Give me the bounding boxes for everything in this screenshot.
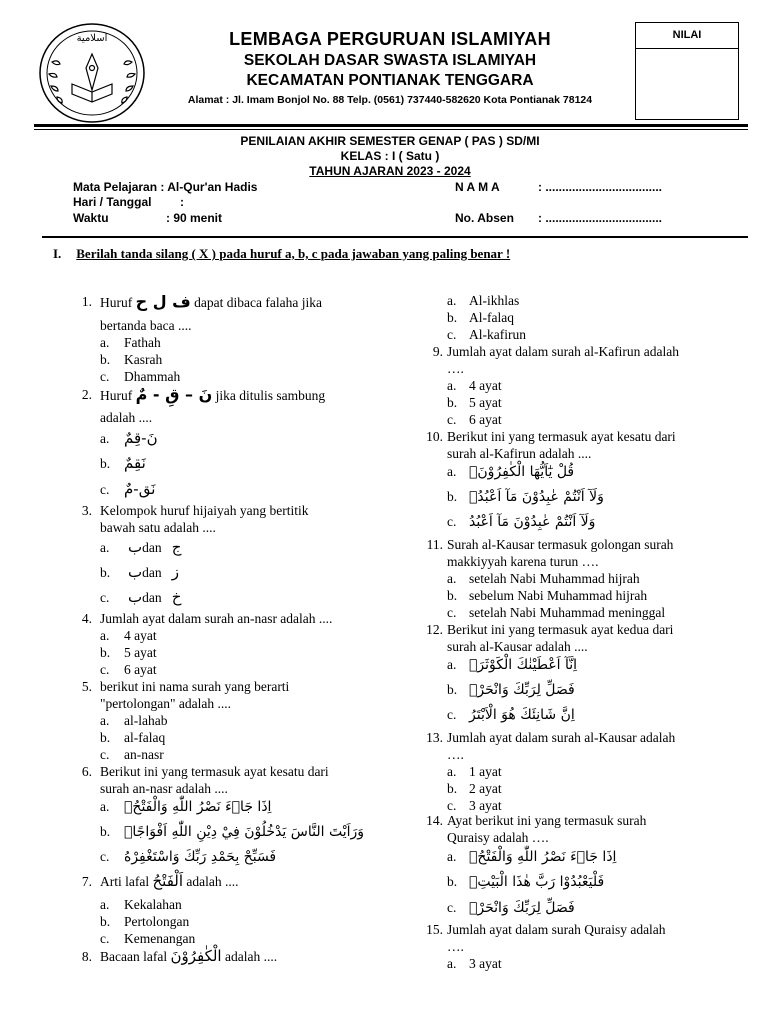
question-number: 7. <box>81 874 92 889</box>
question-13-text-line2: …. <box>447 747 464 762</box>
exam-title: PENILAIAN AKHIR SEMESTER GENAP ( PAS ) SD/MI <box>240 134 540 148</box>
instruction-text: Berilah tanda silang ( X ) pada huruf a, b, c pada jawaban yang paling benar ! <box>76 246 511 261</box>
date-label: Hari / Tanggal <box>73 195 152 209</box>
question-9-text-line2: …. <box>447 361 464 376</box>
option-2c[interactable]: c. نَق-مٌ <box>100 480 156 498</box>
question-number: 10. <box>426 429 443 444</box>
time-label: Waktu <box>73 211 109 225</box>
option-13b[interactable]: b. 2 ayat <box>447 781 502 796</box>
option-10a[interactable]: a. قُلْ يٰٓاَيُّهَا الْكٰفِرُوْنَۙ <box>447 464 575 480</box>
question-11-text-line2: makkiyyah karena turun …. <box>447 554 599 569</box>
option-13a[interactable]: a. 1 ayat <box>447 764 502 779</box>
district-name: KECAMATAN PONTIANAK TENGGARA <box>246 72 534 89</box>
option-3b[interactable]: b. بdan ز <box>100 563 179 581</box>
question-2-text: Huruf نَ – قِ - مٌ jika ditulis sambung <box>100 385 326 404</box>
question-number: 5. <box>81 679 92 694</box>
option-10c[interactable]: c. وَلَآ اَنْتُمْ عٰبِدُوْنَ مَآ اَعْبُدُ <box>447 514 596 530</box>
option-1b[interactable]: b. Kasrah <box>100 352 163 367</box>
option-11b[interactable]: b. sebelum Nabi Muhammad hijrah <box>447 588 648 603</box>
option-7b[interactable]: b. Pertolongan <box>100 914 190 929</box>
name-field[interactable]: : ................................... <box>538 180 663 194</box>
option-7a[interactable]: a. Kekalahan <box>100 897 182 912</box>
question-number: 4. <box>81 611 92 626</box>
option-9a[interactable]: a. 4 ayat <box>447 378 502 393</box>
question-11-text: Surah al-Kausar termasuk golongan surah <box>447 537 674 552</box>
logo-text: اسلامية <box>76 33 108 44</box>
option-1c[interactable]: c. Dhammah <box>100 369 181 384</box>
question-10-text-line2: surah al-Kafirun adalah .... <box>447 446 592 461</box>
question-5-text: berikut ini nama surah yang berarti <box>100 679 290 694</box>
option-6c[interactable]: c. فَسَبِّحْ بِحَمْدِ رَبِّكَ وَاسْتَغْفِرْهُ <box>100 849 277 865</box>
absence-number-label: No. Absen <box>455 211 514 225</box>
option-6b[interactable]: b. وَرَاَيْتَ النَّاسَ يَدْخُلُوْنَ فِيْ دِيْنِ اللّٰهِ اَفْوَاجًاۙ <box>100 824 365 840</box>
question-number: 2. <box>81 387 92 402</box>
question-5-text-line2: "pertolongan" adalah .... <box>100 696 231 711</box>
option-15a[interactable]: a. 3 ayat <box>447 956 502 971</box>
exam-class: KELAS : I ( Satu ) <box>340 149 440 163</box>
section-number: I. <box>53 246 62 261</box>
option-14a[interactable]: a. اِذَا جَاۤءَ نَصْرُ اللّٰهِ وَالْفَتْحُۙ <box>447 849 617 865</box>
question-10-text: Berikut ini yang termasuk ayat kesatu dari <box>447 429 676 444</box>
question-14-text: Ayat berikut ini yang termasuk surah <box>447 813 647 828</box>
option-11a[interactable]: a. setelah Nabi Muhammad hijrah <box>447 571 640 586</box>
arabic-letters: نَ – قِ - مٌ <box>135 385 213 404</box>
option-8a[interactable]: a. Al-ikhlas <box>447 293 520 308</box>
school-address: Alamat : Jl. Imam Bonjol No. 88 Telp. (0561) 737440-582620 Kota Pontianak 78124 <box>187 94 593 106</box>
option-9b[interactable]: b. 5 ayat <box>447 395 502 410</box>
question-7-text: Arti lafal اَلْفَتْحُ adalah .... <box>100 872 239 890</box>
question-number: 6. <box>81 764 92 779</box>
subject-label: Mata Pelajaran : Al-Qur'an Hadis <box>73 180 258 194</box>
question-9-text: Jumlah ayat dalam surah al-Kafirun adalah <box>447 344 680 359</box>
question-number: 13. <box>426 730 443 745</box>
option-4b[interactable]: b. 5 ayat <box>100 645 157 660</box>
question-12-text-line2: surah al-Kausar adalah .... <box>447 639 588 654</box>
question-2-text-line2: adalah .... <box>100 410 153 425</box>
option-3a[interactable]: a. بdan ج <box>100 538 182 556</box>
option-5a[interactable]: a. al-lahab <box>100 713 168 728</box>
option-4c[interactable]: c. 6 ayat <box>100 662 157 677</box>
question-4-text: Jumlah ayat dalam surah an-nasr adalah .... <box>100 611 333 626</box>
option-12c[interactable]: c. اِنَّ شَانِئَكَ هُوَ الْاَبْتَرُ <box>447 707 575 723</box>
question-13-text: Jumlah ayat dalam surah al-Kausar adalah <box>447 730 676 745</box>
question-number: 12. <box>426 622 443 637</box>
question-1-text: Huruf ف ل ح dapat dibaca falaha jika <box>100 292 322 311</box>
option-5b[interactable]: b. al-falaq <box>100 730 166 745</box>
question-3-text: Kelompok huruf hijaiyah yang bertitik <box>100 503 309 518</box>
question-number: 3. <box>81 503 92 518</box>
option-8b[interactable]: b. Al-falaq <box>447 310 514 325</box>
question-12-text: Berikut ini yang termasuk ayat kedua dari <box>447 622 674 637</box>
option-12a[interactable]: a. اِنَّآ اَعْطَيْنٰكَ الْكَوْثَرَۗ <box>447 657 578 673</box>
question-8-text: Bacaan lafal الْكٰفِرُوْنَ adalah .... <box>100 947 278 965</box>
option-2b[interactable]: b. نَقِمٌ <box>100 454 146 472</box>
option-7c[interactable]: c. Kemenangan <box>100 931 196 946</box>
question-1-text-line2: bertanda baca .... <box>100 318 192 333</box>
question-15-text-line2: …. <box>447 939 464 954</box>
option-1a[interactable]: a. Fathah <box>100 335 161 350</box>
institution-name: LEMBAGA PERGURUAN ISLAMIYAH <box>229 29 551 49</box>
question-number: 8. <box>81 949 92 964</box>
question-number: 11. <box>426 537 443 552</box>
question-15-text: Jumlah ayat dalam surah Quraisy adalah <box>447 922 666 937</box>
option-12b[interactable]: b. فَصَلِّ لِرَبِّكَ وَانْحَرْۗ <box>447 682 575 698</box>
option-10b[interactable]: b. وَلَآ اَنْتُمْ عٰبِدُوْنَ مَآ اَعْبُدُۚ <box>447 489 604 505</box>
option-6a[interactable]: a. اِذَا جَاۤءَ نَصْرُ اللّٰهِ وَالْفَتْحُۙ <box>100 799 272 815</box>
question-number: 15. <box>426 922 443 937</box>
exam-year: TAHUN AJARAN 2023 - 2024 <box>309 164 471 178</box>
absence-number-field[interactable]: : ................................... <box>538 211 663 225</box>
name-label: N A M A <box>455 180 500 194</box>
option-8c[interactable]: c. Al-kafirun <box>447 327 526 342</box>
option-11c[interactable]: c. setelah Nabi Muhammad meninggal <box>447 605 666 620</box>
option-14c[interactable]: c. فَصَلِّ لِرَبِّكَ وَانْحَرْۗ <box>447 900 575 916</box>
date-field[interactable]: : <box>180 195 184 209</box>
arabic-letters: ف ل ح <box>135 292 191 311</box>
option-14b[interactable]: b. فَلْيَعْبُدُوْا رَبَّ هٰذَا الْبَيْتِۙ <box>447 874 605 890</box>
school-name: SEKOLAH DASAR SWASTA ISLAMIYAH <box>243 52 537 69</box>
arabic-word: الْكٰفِرُوْنَ <box>170 947 222 965</box>
question-number: 1. <box>81 294 92 309</box>
time-value: : 90 menit <box>166 211 223 225</box>
option-2a[interactable]: a. نَ-قِمٌ <box>100 429 158 447</box>
question-14-text-line2: Quraisy adalah …. <box>447 830 549 845</box>
option-3c[interactable]: c. بdan خ <box>100 588 182 606</box>
option-5c[interactable]: c. an-nasr <box>100 747 164 762</box>
question-number: 9. <box>432 344 443 359</box>
arabic-word: اَلْفَتْحُ <box>152 872 184 890</box>
option-4a[interactable]: a. 4 ayat <box>100 628 157 643</box>
question-number: 14. <box>426 813 443 828</box>
question-3-text-line2: bawah satu adalah .... <box>100 520 216 535</box>
option-13c[interactable]: c. 3 ayat <box>447 798 502 813</box>
question-6-text-line2: surah an-nasr adalah .... <box>100 781 228 796</box>
option-9c[interactable]: c. 6 ayat <box>447 412 502 427</box>
score-box-label: NILAI <box>636 23 738 49</box>
question-6-text: Berikut ini yang termasuk ayat kesatu dari <box>100 764 329 779</box>
